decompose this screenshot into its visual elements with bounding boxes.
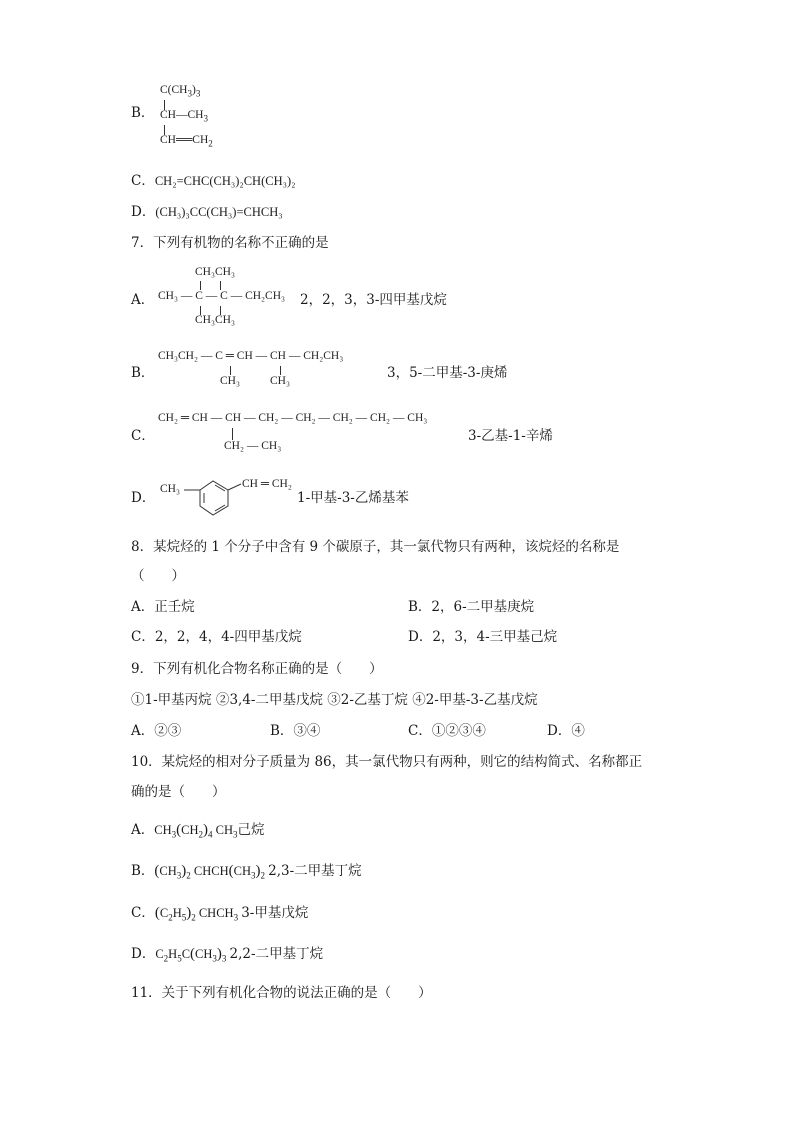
q9-option-c: C．①②③④ — [408, 723, 486, 739]
q6-d-option — [131, 203, 283, 221]
q6-d-label: D． — [131, 204, 156, 220]
q10-option-b — [131, 862, 362, 885]
q6-b-mid: $CH—CH_3$ — [160, 109, 208, 124]
q9-items: ①1-甲基丙烷 ②3,4-二甲基戊烷 ③2-乙基丁烷 ④2-甲基-3-乙基戊烷 — [131, 692, 538, 708]
q10-b-formula: $(CH_3)_2$ $CHCH(CH_3)_2$ — [154, 863, 266, 881]
q8-option-c: C．2，2，4，4-四甲基戊烷 — [131, 629, 302, 645]
q10-d-formula: $C_2H_5C(CH_3)_3$ — [155, 946, 227, 964]
q8-stem-2: （ ） — [131, 568, 185, 584]
q10-b-label: B． — [131, 863, 155, 879]
q6-b-bot: $CH══CH_2$ — [160, 134, 213, 149]
q8-option-a: A．正壬烷 — [131, 599, 195, 615]
q10-a-formula: $CH_3(CH_2)_4$ $CH_3$ — [154, 822, 238, 840]
q10-c-name: 3-甲基戊烷 — [241, 905, 309, 921]
q10-d-name: 2,2-二甲基丁烷 — [229, 946, 324, 962]
q10-b-name: 2,3-二甲基丁烷 — [268, 863, 362, 879]
q7-d-structure — [158, 474, 298, 522]
q7-a-label: A． — [131, 292, 155, 308]
q9-option-d: D．④ — [547, 723, 585, 739]
q8-stem-1: 8．某烷烃的 1 个分子中含有 9 个碳原子，其一氯代物只有两种，该烷烃的名称是 — [131, 539, 620, 555]
q9-stem: 9．下列有机化合物名称正确的是（ ） — [131, 661, 383, 677]
q10-stem-1: 10．某烷烃的相对分子质量为 86，其一氯代物只有两种，则它的结构简式、名称都正 — [131, 754, 643, 770]
q7-a-main: CH₃ — C — C — CH₂CH₃ — [158, 290, 286, 302]
q9-option-b: B．③④ — [270, 723, 321, 739]
q7-d-right: CH ═ CH₂ — [242, 478, 292, 490]
q10-stem-2: 确的是（ ） — [131, 784, 226, 800]
bond — [200, 281, 201, 290]
q10-option-a — [131, 821, 265, 844]
q11-stem: 11．关于下列有机化合物的说法正确的是（ ） — [131, 985, 432, 1001]
q7-b-label: B． — [131, 365, 155, 381]
q10-c-formula: $(C_2H_5)_2$ $CHCH_3$ — [154, 905, 239, 923]
q7-a-top: CH₃CH₃ — [195, 266, 235, 278]
q7-b-name: 3，5-二甲基-3-庚烯 — [387, 365, 508, 381]
q7-d-name: 1-甲基-3-乙烯基苯 — [297, 490, 409, 506]
q8-option-b: B．2，6-二甲基庚烷 — [408, 599, 535, 615]
q7-c-structure — [158, 410, 438, 458]
q8-option-d: D．2，3，4-三甲基己烷 — [408, 629, 558, 645]
q6-c-formula: CH₂=CHC(CH₃)₂CH(CH₃)₂ — [154, 174, 296, 188]
q7-c-sub: CH₂ — CH₃ — [224, 440, 282, 452]
q10-option-c — [131, 904, 308, 927]
q7-c-label: C． — [131, 428, 155, 444]
q7-c-main: CH₂ ═ CH — CH — CH₂ — CH₂ — CH₂ — CH₂ — CH₃ — [158, 412, 428, 424]
q7-a-bot: CH₃CH₃ — [195, 314, 235, 326]
q7-d-left: CH₃ — [160, 483, 180, 495]
q6-c-label: C． — [131, 173, 155, 189]
q7-b-sub1: CH₃ — [220, 375, 240, 387]
bond — [232, 428, 233, 440]
bond — [230, 366, 231, 375]
q7-d-label: D． — [131, 490, 156, 506]
q6-c-option — [131, 172, 296, 190]
q7-a-name: 2，2，3，3-四甲基戊烷 — [300, 292, 447, 308]
q7-c-name: 3-乙基-1-辛烯 — [468, 428, 553, 444]
q10-c-label: C． — [131, 905, 155, 921]
q7-b-structure — [158, 348, 358, 393]
q6-b-top: $C(CH_3)_3$ — [160, 84, 201, 99]
q6-d-formula: (CH₃)₃CC(CH₃)=CHCH₃ — [155, 205, 283, 219]
q10-a-label: A． — [131, 822, 155, 838]
bond — [280, 366, 281, 375]
q7-stem: 7．下列有机物的名称不正确的是 — [131, 235, 329, 251]
q7-b-sub2: CH₃ — [270, 375, 290, 387]
q10-a-name: 己烷 — [237, 822, 265, 838]
bond — [220, 281, 221, 290]
q10-option-d — [131, 945, 323, 968]
q10-d-label: D． — [131, 946, 156, 962]
q9-option-a: A．②③ — [131, 723, 182, 739]
q6-b-structure — [158, 82, 238, 157]
q7-a-structure — [158, 264, 298, 334]
q7-b-main: CH₃CH₂ — C ═ CH — CH — CH₂CH₃ — [158, 350, 344, 362]
q6-b-label: B． — [131, 105, 155, 121]
